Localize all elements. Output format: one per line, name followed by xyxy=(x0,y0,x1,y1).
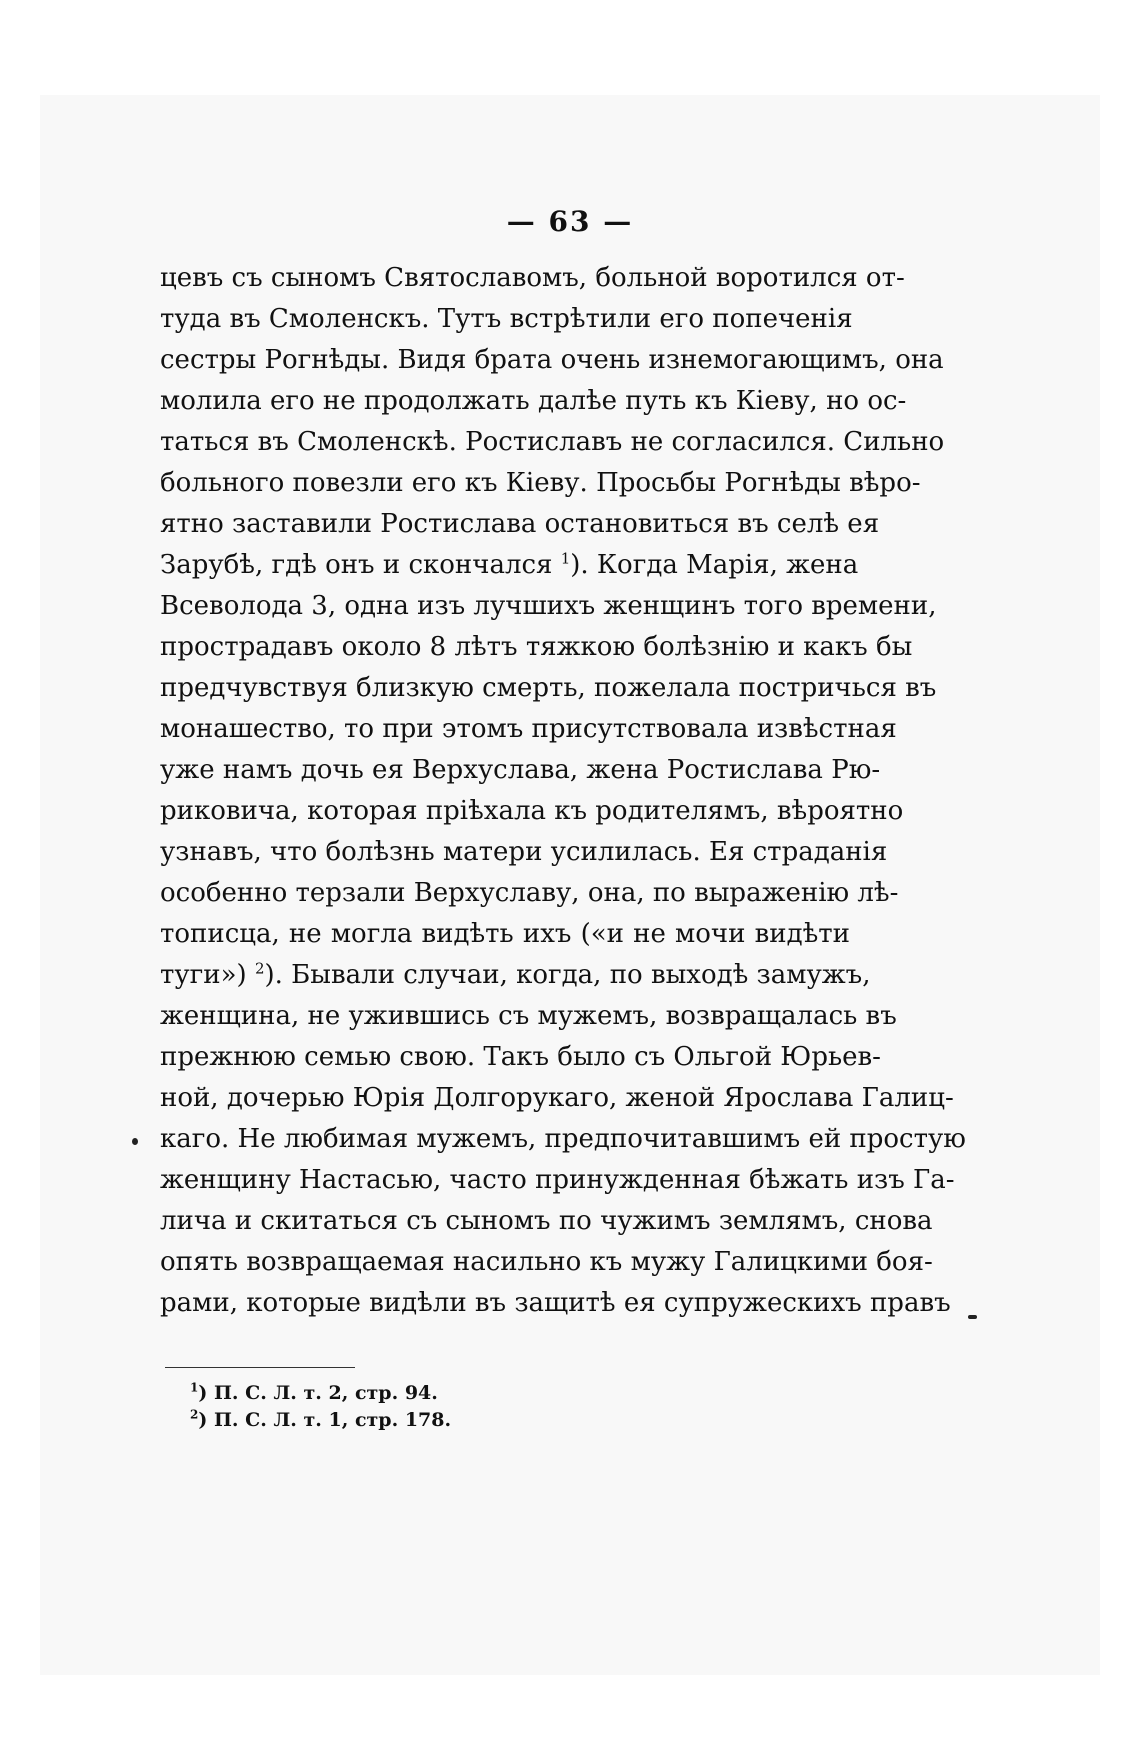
text-line-with-footnote-ref xyxy=(160,545,859,586)
scan-speck xyxy=(132,1138,138,1145)
text-line: Всеволода 3, одна изъ лучшихъ женщинъ того времени, xyxy=(160,591,937,621)
footnote-text: ) П. С. Л. т. 2, стр. 94. xyxy=(198,1382,438,1404)
text-line: риковича, которая пріѣхала къ родителямъ, вѣроятно xyxy=(160,796,904,826)
footnote-mark: 1 xyxy=(190,1380,199,1395)
text-line-start: Зарубѣ, гдѣ онъ и скончался xyxy=(160,550,553,580)
text-line: особенно терзали Верхуславу, она, по выраженію лѣ- xyxy=(160,878,899,908)
scan-speck xyxy=(968,1315,977,1319)
text-line: туда въ Смоленскъ. Тутъ встрѣтили его попеченія xyxy=(160,304,853,334)
text-line: прострадавъ около 8 лѣтъ тяжкою болѣзнію и какъ бы xyxy=(160,632,913,662)
text-line: ной, дочерью Юрія Долгорукаго, женой Ярослава Галиц- xyxy=(160,1083,954,1113)
footnote-ref-1: 1 xyxy=(560,549,571,568)
body-text xyxy=(160,258,966,1324)
text-line: прежнюю семью свою. Такъ было съ Ольгой Юрьев- xyxy=(160,1042,881,1072)
footnote-2 xyxy=(190,1407,451,1434)
footnote-text: ) П. С. Л. т. 1, стр. 178. xyxy=(198,1409,452,1431)
text-line: опять возвращаемая насильно къ мужу Галицкими боя- xyxy=(160,1247,933,1277)
footnote-ref-2: 2 xyxy=(254,959,265,978)
text-line: монашество, то при этомъ присутствовала извѣстная xyxy=(160,714,897,744)
footnotes xyxy=(190,1380,451,1434)
footnote-1 xyxy=(190,1380,451,1407)
text-line: женщину Настасью, часто принужденная бѣжать изъ Га- xyxy=(160,1165,955,1195)
text-line: узнавъ, что болѣзнь матери усилилась. Ея страданія xyxy=(160,837,888,867)
text-line: сестры Рогнѣды. Видя брата очень изнемогающимъ, она xyxy=(160,345,944,375)
text-line: предчувствуя близкую смерть, пожелала постричься въ xyxy=(160,673,937,703)
text-line-with-footnote-ref xyxy=(160,955,871,996)
text-line: больного повезли его къ Кіеву. Просьбы Рогнѣды вѣро- xyxy=(160,468,921,498)
text-line-start: туги») xyxy=(160,960,247,990)
text-line: таться въ Смоленскѣ. Ростиславъ не согласился. Сильно xyxy=(160,427,945,457)
footnote-divider xyxy=(165,1367,355,1368)
text-line: каго. Не любимая мужемъ, предпочитавшимъ ей простую xyxy=(160,1124,966,1154)
text-line: цевъ съ сыномъ Святославомъ, больной воротился от- xyxy=(160,263,905,293)
text-line: молила его не продолжать далѣе путь къ Кіеву, но ос- xyxy=(160,386,907,416)
footnote-mark: 2 xyxy=(190,1407,199,1422)
text-line: уже намъ дочь ея Верхуслава, жена Ростислава Рю- xyxy=(160,755,881,785)
text-line: рами, которые видѣли въ защитѣ ея супружескихъ правъ xyxy=(160,1288,951,1318)
text-line: ятно заставили Ростислава остановиться въ селѣ ея xyxy=(160,509,880,539)
text-line: лича и скитаться съ сыномъ по чужимъ землямъ, снова xyxy=(160,1206,933,1236)
text-line: тописца, не могла видѣть ихъ («и не мочи видѣти xyxy=(160,919,850,949)
text-line: женщина, не ужившись съ мужемъ, возвращалась въ xyxy=(160,1001,897,1031)
text-line-end: ). Бывали случаи, когда, по выходѣ замужъ, xyxy=(264,960,871,990)
text-line-end: ). Когда Марія, жена xyxy=(570,550,859,580)
page-number: — 63 — xyxy=(506,205,634,238)
